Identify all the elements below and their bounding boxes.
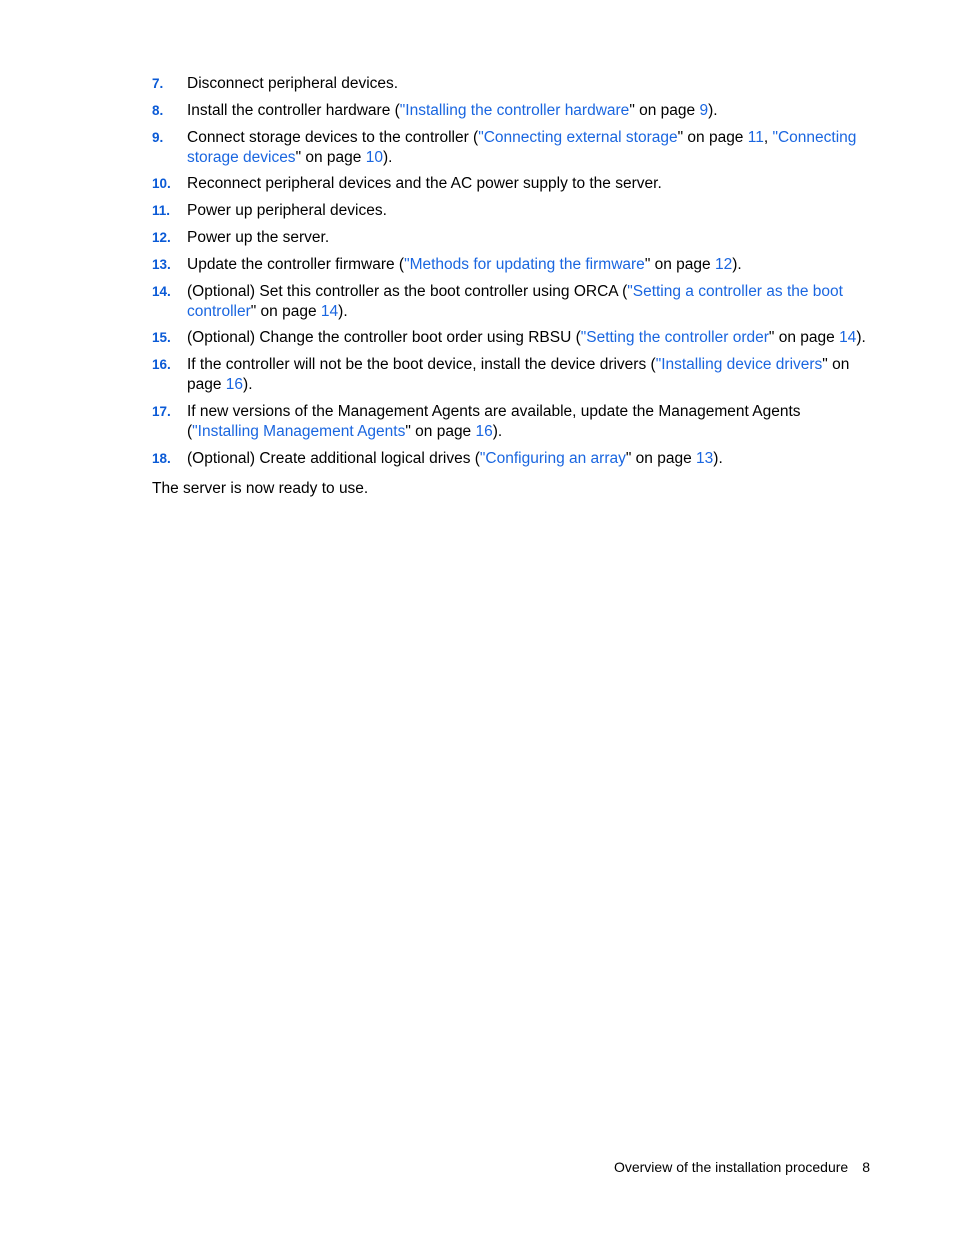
step-item [152, 449, 872, 469]
step-item [152, 228, 872, 248]
step-text-segment: ). [243, 376, 253, 394]
page-number: 8 [862, 1159, 870, 1175]
cross-reference-link[interactable]: 11 [747, 128, 764, 146]
step-text [187, 102, 718, 119]
cross-reference-link[interactable]: 13 [696, 449, 714, 467]
step-text-segment: ). [713, 449, 723, 467]
step-item [152, 128, 872, 168]
step-item [152, 201, 872, 221]
step-item [152, 255, 872, 275]
document-body [152, 74, 872, 499]
step-text [187, 75, 398, 92]
step-text [187, 229, 329, 246]
step-text-segment: Connect storage devices to the controller ( [187, 128, 479, 146]
step-text-segment: If new versions of the Management Agents are available, update the Management Agents ( [187, 402, 801, 440]
cross-reference-link[interactable]: "Connecting external storage [478, 128, 678, 146]
page-footer [614, 1157, 870, 1177]
step-number: 15. [152, 330, 171, 346]
cross-reference-link[interactable]: "Setting a controller as the boot controller [187, 282, 843, 320]
cross-reference-link[interactable]: "Installing the controller hardware [399, 101, 630, 119]
step-text-segment: ). [856, 329, 866, 347]
step-text-segment: " on page [625, 449, 697, 467]
step-item [152, 402, 872, 442]
step-number: 16. [152, 357, 171, 373]
cross-reference-link[interactable]: "Connecting storage devices [187, 128, 857, 166]
cross-reference-link[interactable]: "Configuring an array [479, 449, 626, 467]
step-text-segment: , [763, 128, 773, 146]
step-item [152, 101, 872, 121]
cross-reference-link[interactable]: 14 [839, 329, 857, 347]
step-item [152, 282, 872, 322]
step-text-segment: (Optional) Change the controller boot order using RBSU ( [187, 329, 581, 347]
step-text-segment: " on page [644, 255, 715, 273]
step-text-segment: Power up peripheral devices. [187, 202, 387, 220]
cross-reference-link[interactable]: "Methods for updating the firmware [404, 255, 645, 273]
step-text-segment: ). [708, 101, 718, 119]
step-text-segment: " on page [629, 101, 700, 119]
step-text-segment: " on page [187, 356, 850, 394]
step-text-segment: (Optional) Create additional logical drives ( [187, 449, 480, 467]
step-text-segment: ). [338, 302, 348, 320]
step-text-segment: " on page [250, 302, 321, 320]
step-text [187, 403, 801, 440]
cross-reference-link[interactable]: 14 [320, 302, 339, 320]
step-text [187, 450, 723, 467]
step-text [187, 202, 387, 219]
step-number: 11. [152, 203, 171, 219]
step-text-segment: ). [382, 148, 393, 166]
step-number: 12. [152, 229, 171, 245]
step-number: 8. [152, 102, 164, 118]
cross-reference-link[interactable]: "Installing Management Agents [192, 422, 406, 440]
step-number: 9. [152, 129, 164, 145]
closing-sentence: The server is now ready to use. [152, 479, 369, 497]
step-text [187, 175, 662, 192]
step-text-segment: Power up the server. [187, 228, 330, 246]
step-text-segment: If the controller will not be the boot device, install the device drivers ( [187, 356, 656, 374]
step-text [187, 329, 866, 346]
step-number: 18. [152, 450, 171, 466]
step-text [187, 356, 849, 393]
cross-reference-link[interactable]: 12 [714, 255, 733, 273]
step-number: 7. [152, 76, 164, 91]
cross-reference-link[interactable]: 10 [365, 148, 383, 166]
step-text-segment: ). [492, 422, 503, 440]
step-text-segment: Install the controller hardware ( [187, 101, 400, 119]
cross-reference-link[interactable]: 16 [475, 422, 493, 440]
step-text [187, 256, 742, 273]
cross-reference-link[interactable]: "Installing device drivers [655, 356, 823, 374]
step-text [187, 283, 843, 320]
step-number: 17. [152, 403, 171, 419]
step-text-segment: (Optional) Set this controller as the boot controller using ORCA ( [187, 282, 628, 300]
step-item [152, 328, 872, 348]
cross-reference-link[interactable]: "Setting the controller order [580, 329, 769, 347]
step-text-segment: " on page [677, 128, 748, 146]
cross-reference-link[interactable]: 16 [225, 376, 244, 394]
footer-title: Overview of the installation procedure [613, 1159, 849, 1175]
step-text-segment: " on page [768, 329, 840, 347]
step-item [152, 174, 872, 194]
step-text-segment: " on page [405, 422, 476, 440]
step-number: 10. [152, 176, 171, 192]
step-text-segment: Update the controller firmware ( [187, 255, 405, 273]
step-text-segment: " on page [295, 148, 366, 166]
procedure-steps [152, 74, 872, 469]
step-number: 13. [152, 256, 171, 272]
step-text [187, 129, 856, 166]
step-item [152, 74, 872, 94]
step-item [152, 355, 872, 395]
step-number: 14. [152, 283, 171, 299]
step-text-segment: Disconnect peripheral devices. [187, 75, 399, 92]
step-text-segment: ). [732, 255, 742, 273]
step-text-segment: Reconnect peripheral devices and the AC power supply to the server. [187, 175, 662, 193]
cross-reference-link[interactable]: 9 [699, 101, 709, 119]
